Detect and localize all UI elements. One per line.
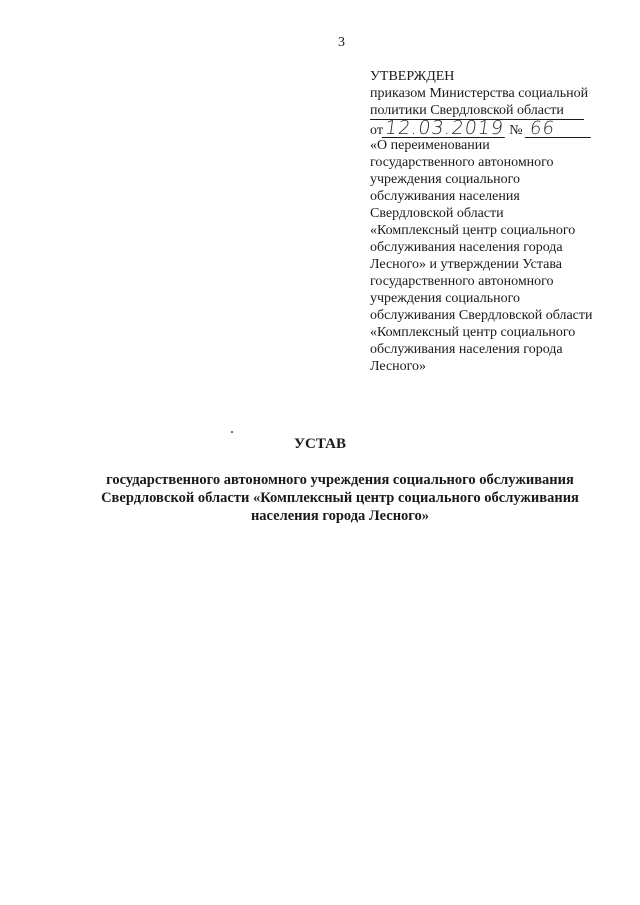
ref-line: обслуживания населения xyxy=(370,189,520,204)
handwritten-number: 66 xyxy=(525,120,594,138)
from-label: от xyxy=(370,123,383,138)
approval-block xyxy=(370,68,632,375)
ref-line: «О переименовании xyxy=(370,138,490,153)
number-label: № xyxy=(509,123,523,138)
subtitle-line: населения города Лесного» xyxy=(250,508,430,524)
ref-line: Лесного» xyxy=(370,359,427,374)
ref-line: обслуживания Свердловской области xyxy=(370,308,593,323)
ref-line: «Комплексный центр социального xyxy=(370,223,576,238)
document-subtitle xyxy=(60,471,620,525)
ref-line: государственного автономного xyxy=(370,274,554,289)
ref-line: учреждения социального xyxy=(370,291,520,306)
approval-order-line-1: приказом Министерства социальной xyxy=(370,86,589,101)
subtitle-line: государственного автономного учреждения социального обслуживания xyxy=(106,472,574,488)
ref-line: обслуживания населения города xyxy=(370,240,563,255)
ref-line: «Комплексный центр социального xyxy=(370,325,576,340)
ref-line: Лесного» и утверждении Устава xyxy=(370,257,562,272)
document-title: УСТАВ xyxy=(294,436,346,452)
scan-speck xyxy=(231,431,233,433)
ref-line: Свердловской области xyxy=(370,206,504,221)
ref-line: государственного автономного xyxy=(370,155,554,170)
ministry-line: политики Свердловской области xyxy=(370,102,584,120)
page-number: 3 xyxy=(338,35,345,50)
handwritten-date: 12.03.2019 xyxy=(383,117,506,139)
approval-heading: УТВЕРЖДЕН xyxy=(370,69,455,84)
order-date-number-line xyxy=(370,117,632,139)
ref-line: учреждения социального xyxy=(370,172,520,187)
ref-line: обслуживания населения города xyxy=(370,342,563,357)
subtitle-line: Свердловской области «Комплексный центр социального обслуживания xyxy=(101,490,579,506)
